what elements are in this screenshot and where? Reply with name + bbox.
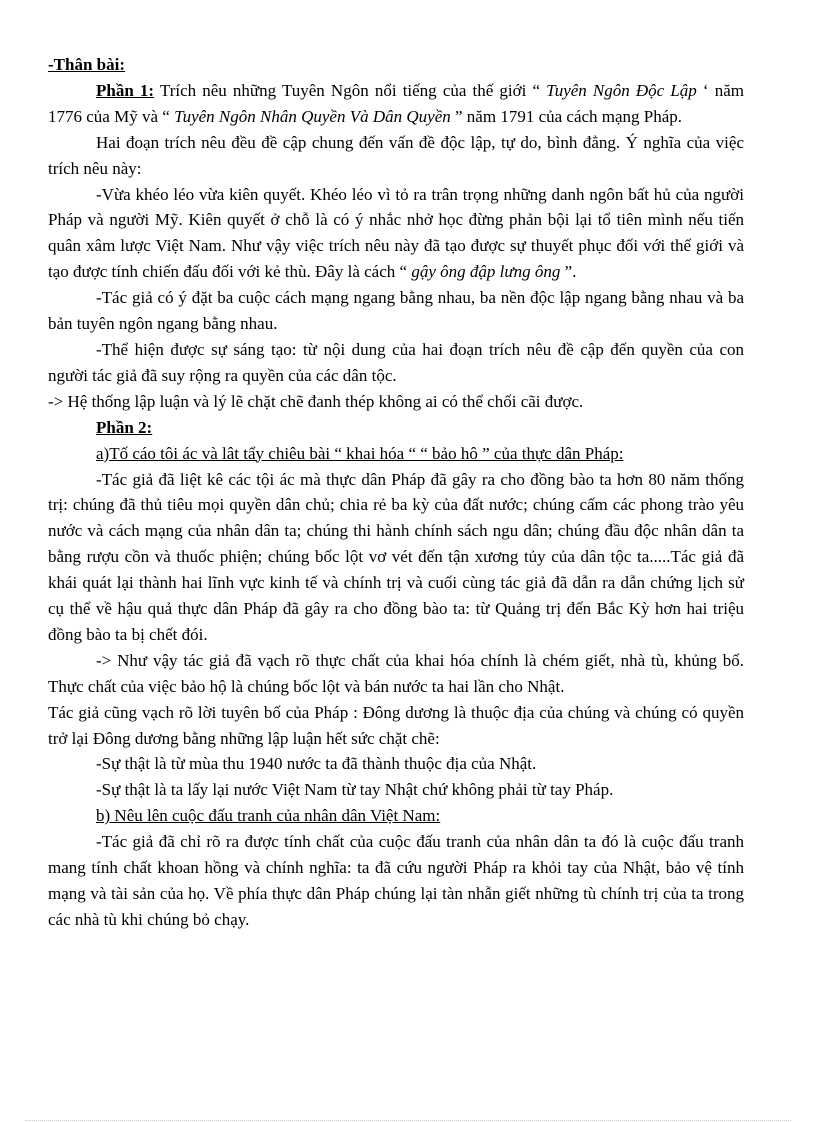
part1-intro-text-a: Trích nêu những Tuyên Ngôn nổi tiếng của thế giới “	[154, 80, 547, 100]
part1-intro-text-c: ‘ năm 1776 của Mỹ và “	[48, 80, 744, 126]
section-a-paragraph-2: -> Như vậy tác giả đã vạch rõ thực chất của khai hóa chính là chém giết, nhà tù, khủng bố. Thực chất của việc bảo hộ là chúng bốc lột và bán nước ta hai lần cho Nhật.	[48, 650, 744, 696]
section-a-paragraph-3: Tác giả cũng vạch rõ lời tuyên bố của Pháp : Đông dương là thuộc địa của chúng và chúng có quyền trở lại Đông dương bằng những lập luận hết sức chặt chẽ:	[48, 702, 744, 748]
page-bottom-divider	[25, 1120, 791, 1121]
section-a-paragraph-5: -Sự thật là ta lấy lại nước Việt Nam từ tay Nhật chứ không phải từ tay Pháp.	[96, 780, 614, 800]
section-a-paragraph-4: -Sự thật là từ mùa thu 1940 nước ta đã thành thuộc địa của Nhật.	[96, 754, 537, 774]
part2-label: Phần 2:	[96, 417, 153, 437]
part1-intro-text-e: ” năm 1791 của cách mạng Pháp.	[450, 106, 683, 126]
part1-paragraph-5: -Thể hiện được sự sáng tạo: từ nội dung của hai đoạn trích nêu đề cập đến quyền của con người tác giả đã suy rộng ra quyền của các dân tộc.	[48, 339, 744, 385]
part2-heading	[48, 415, 744, 441]
part1-p3-idiom: gậy ông đập lưng ông	[411, 262, 561, 282]
part1-conclusion: -> Hệ thống lập luận và lý lẽ chặt chẽ đanh thép không ai có thể chối cãi được.	[48, 391, 584, 411]
part1-p3-text-c: ”.	[560, 262, 577, 282]
part1-paragraph-2: Hai đoạn trích nêu đều đề cập chung đến vấn đề độc lập, tự do, bình đẳng. Ý nghĩa của việc trích nêu này:	[48, 132, 744, 178]
document-page	[48, 52, 744, 933]
body-heading	[48, 52, 744, 78]
part2-section-b-title	[48, 803, 744, 829]
part1-paragraph-3	[48, 182, 744, 286]
part1-intro-title-1: Tuyên Ngôn Độc Lập	[546, 80, 697, 100]
body-heading-text: -Thân bài:	[48, 55, 125, 74]
part1-intro	[48, 78, 744, 130]
part1-p3-text-a: -Vừa khéo léo vừa kiên quyết. Khéo léo vì tỏ ra trân trọng những danh ngôn bất hủ của người Pháp và người Mỹ. Kiên quyết ở chỗ là có ý nhắc nhở học đừng phản bội lại tổ tiên mình nếu tiến quân xâm lược Việt Nam. Như vậy việc trích nêu này đã tạo được sự thuyết phục đối với thế giới và tạo được tính chiến đấu đối với kẻ thù. Đây là cách “	[48, 184, 744, 282]
part1-paragraph-4: -Tác giả có ý đặt ba cuộc cách mạng ngang bằng nhau, ba nền độc lập ngang bằng nhau và ba bản tuyên ngôn ngang bằng nhau.	[48, 288, 744, 334]
part2-section-a-title	[48, 441, 744, 467]
section-a-title-text: a)Tố cáo tôi ác và lât tẩy chiêu bài “ khai hóa “ “ bảo hô ” của thực dân Pháp:	[96, 443, 624, 463]
section-b-paragraph-1: -Tác giả đã chỉ rõ ra được tính chất của cuộc đấu tranh của nhân dân ta đó là cuộc đấu tranh mang tính chất khoan hồng và chính nghĩa: ta đã cứu người Pháp ra khỏi tay của Nhật, bảo vệ tính mạng và tài sản của họ. Về phía thực dân Pháp chúng lại tàn nhẫn giết những tù chính trị của ta trong các nhà tù khi chúng bỏ chạy.	[48, 832, 744, 929]
part1-label: Phần 1:	[96, 80, 155, 100]
section-a-paragraph-1: -Tác giả đã liệt kê các tội ác mà thực dân Pháp đã gây ra cho đồng bào ta hơn 80 năm thống trị: chúng đã thủ tiêu mọi quyền dân chủ; chia rẻ ba kỳ của đất nước; chúng cấm các phong trào yêu nước và cách mạng của nhân dân ta; chúng thi hành chính sách ngu dân; chúng đầu độc nhân dân ta bằng rượu cồn và thuốc phiện; chúng bốc lột vơ vét đến tận xương tủy của dân tộc ta.....Tác giả đã khái quát lại thành hai lĩnh vực kinh tế và chính trị và cuối cùng tác giả đã dẫn ra dẫn chứng lịch sử cụ thể về hậu quả thực dân Pháp đã gây ra cho đồng bào ta: từ Quảng trị đến Bắc Kỳ hơn hai triệu đồng bào ta bị chết đói.	[48, 469, 744, 644]
part1-intro-title-2: Tuyên Ngôn Nhân Quyền Và Dân Quyền	[174, 106, 451, 126]
section-b-title-text: b) Nêu lên cuộc đấu tranh của nhân dân Việt Nam:	[96, 806, 441, 826]
